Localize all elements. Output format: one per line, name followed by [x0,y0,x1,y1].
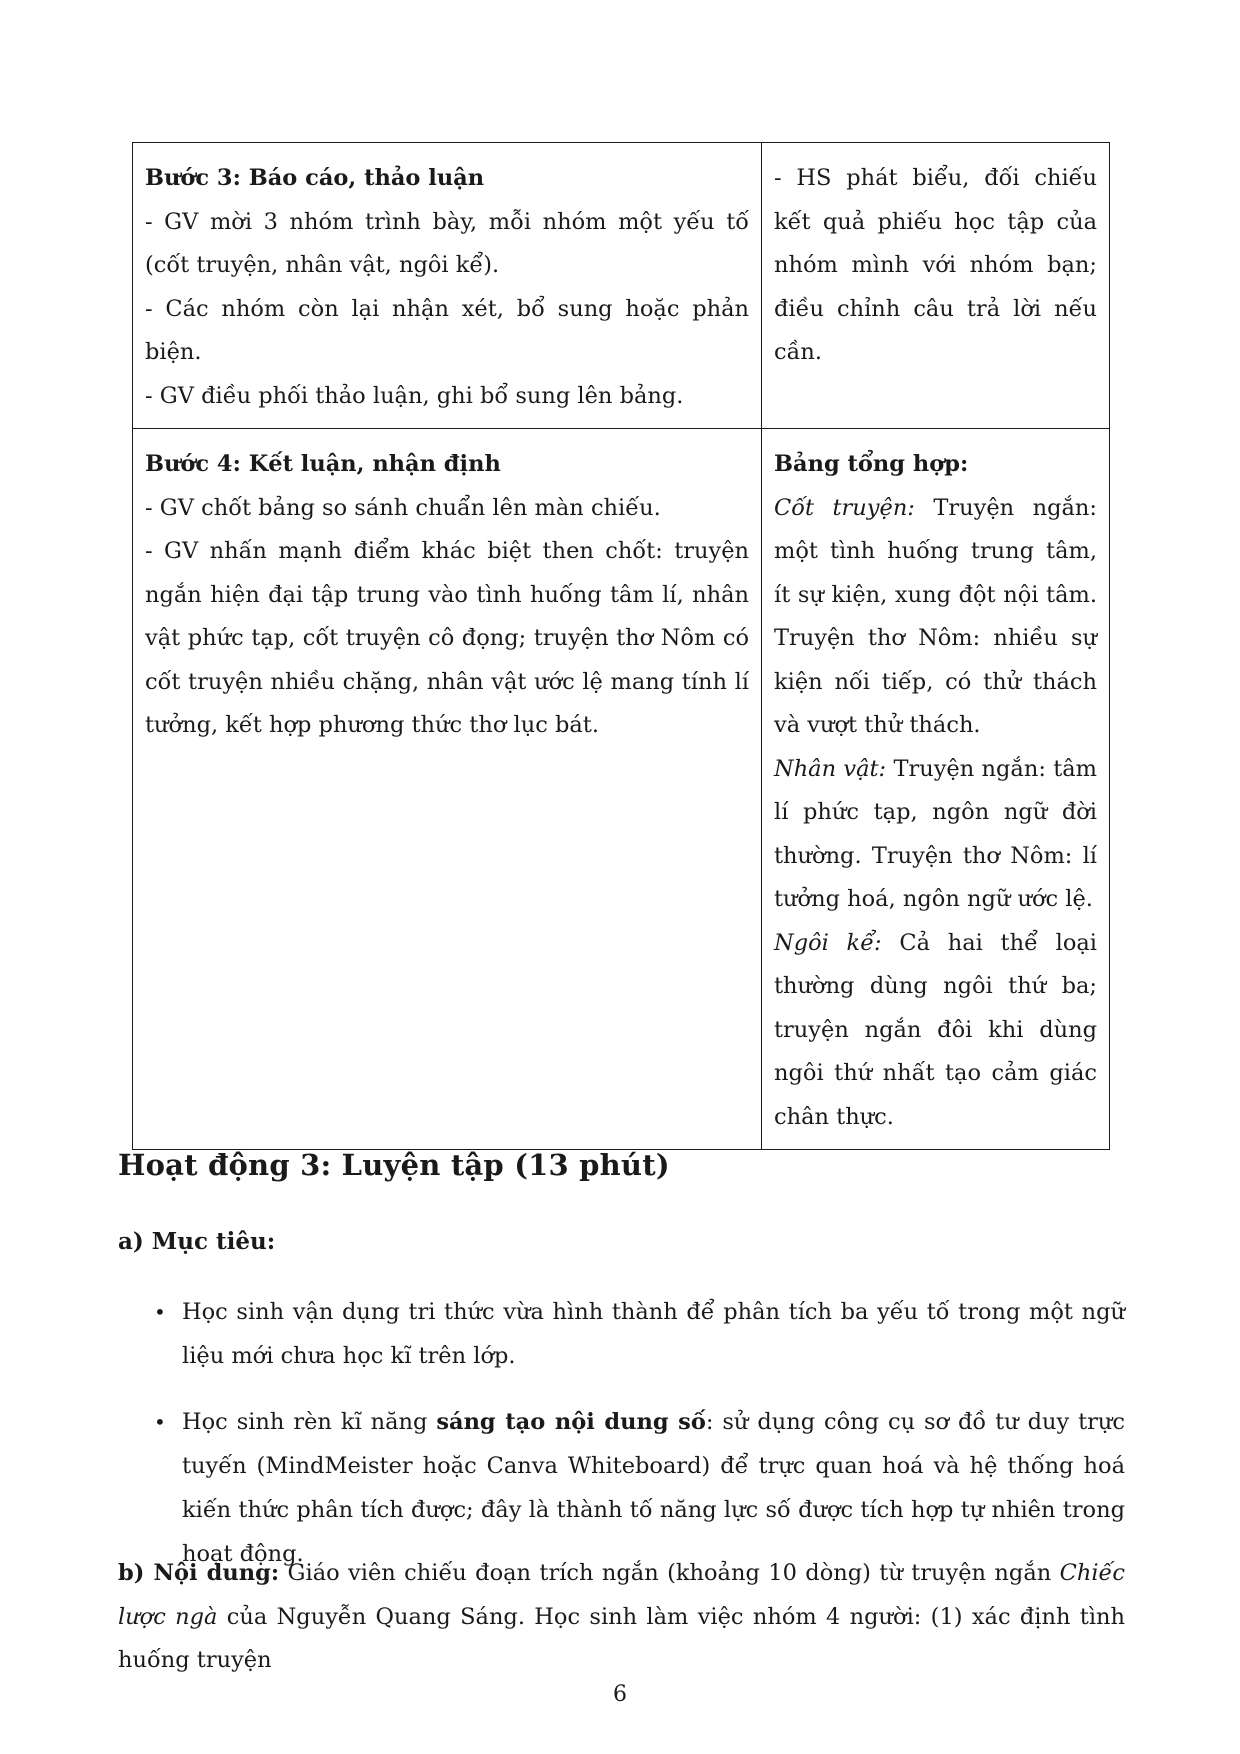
list-item [150,1290,1125,1378]
bullet-icon: • [154,1300,166,1324]
page-number: 6 [613,1682,627,1707]
summary-title: Bảng tổng hợp: [774,451,969,477]
summary-text: Cả hai thể loại thường dùng ngôi thứ ba; truyện ngắn đôi khi dùng ngôi thứ nhất tạo cảm giác chân thực. [774,929,1097,1130]
summary-text: Truyện ngắn: tâm lí phức tạp, ngôn ngữ đời thường. Truyện thơ Nôm: lí tưởng hoá, ngôn ngữ ước lệ. [774,755,1097,912]
summary-key: Nhân vật: [774,755,887,782]
section-heading: Hoạt động 3: Luyện tập (13 phút) [118,1148,670,1182]
step-title: Bước 4: Kết luận, nhận định [145,451,501,477]
summary-key: Ngôi kể: [774,929,882,956]
student-response-text: - HS phát biểu, đối chiếu kết quả phiếu học tập của nhóm mình với nhóm bạn; điều chỉnh câu trả lời nếu cần. [774,165,1097,365]
list-item-text: Học sinh vận dụng tri thức vừa hình thành để phân tích ba yếu tố trong một ngữ liệu mới chưa học kĩ trên lớp. [182,1299,1125,1369]
summary-cell [762,429,1110,1150]
list-item-text: Học sinh rèn kĩ năng [182,1409,437,1435]
summary-item [774,922,1097,1140]
summary-item [774,748,1097,922]
list-item-bold: sáng tạo nội dung số [436,1409,706,1435]
summary-item [774,487,1097,748]
list-item [150,1400,1125,1576]
step-line: - GV điều phối thảo luận, ghi bổ sung lên bảng. [145,382,684,409]
content-text: của Nguyễn Quang Sáng. Học sinh làm việc nhóm 4 người: (1) xác định tình huống truyện [118,1603,1126,1673]
bullet-icon: • [154,1410,166,1434]
step-line: - GV nhấn mạnh điểm khác biệt then chốt: truyện ngắn hiện đại tập trung vào tình huống tâm lí, nhân vật phức tạp, cốt truyện cô đọng; truyện thơ Nôm có cốt truyện nhiều chặng, nhân vật ước lệ mang tính lí tưởng, kết hợp phương thức thơ lục bát. [145,538,749,738]
objective-heading: a) Mục tiêu: [118,1228,276,1255]
work-title: Chiếc lược ngà [118,1560,1125,1630]
summary-key: Cốt truyện: [774,494,915,521]
student-activity-cell [762,143,1110,429]
content-paragraph [118,1552,1125,1683]
content-text: Giáo viên chiếu đoạn trích ngắn (khoảng 10 dòng) từ truyện ngắn [279,1560,1060,1586]
teacher-activity-cell [133,429,762,1150]
content-label: b) Nội dung: [118,1560,280,1586]
summary-text: Truyện ngắn: một tình huống trung tâm, ít sự kiện, xung đột nội tâm. Truyện thơ Nôm: nhiều sự kiện nối tiếp, có thử thách và vượt thử thách. [774,494,1097,738]
step-title: Bước 3: Báo cáo, thảo luận [145,165,485,191]
teacher-activity-cell [133,143,762,429]
table-row [133,143,1110,429]
list-item-text: : sử dụng công cụ sơ đồ tư duy trực tuyến (MindMeister hoặc Canva Whiteboard) để trực quan hoá và hệ thống hoá kiến thức phân tích được; đây là thành tố năng lực số được tích hợp tự nhiên trong hoạt động. [182,1409,1126,1567]
table-row [133,429,1110,1150]
step-line: - GV mời 3 nhóm trình bày, mỗi nhóm một yếu tố (cốt truyện, nhân vật, ngôi kể). [145,208,749,278]
activity-table [132,142,1110,1150]
step-line: - Các nhóm còn lại nhận xét, bổ sung hoặc phản biện. [145,295,749,365]
step-line: - GV chốt bảng so sánh chuẩn lên màn chiếu. [145,494,661,521]
